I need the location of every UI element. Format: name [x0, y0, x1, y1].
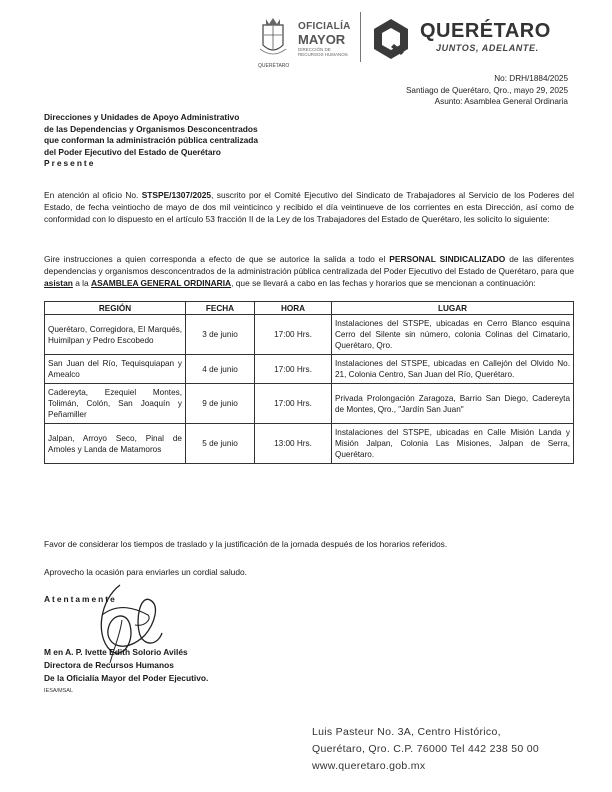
footer-address: [312, 724, 539, 775]
table-row: [45, 424, 574, 464]
body-paragraph-2: [44, 253, 574, 289]
cell-hora: 13:00 Hrs.: [255, 424, 332, 464]
p2-text: de las diferentes dependencias y organismos desconcentrados de la administración pública centralizada del Poder Ejecutivo del Estado de Querétaro, para que: [44, 254, 574, 276]
recipient-line: del Poder Ejecutivo del Estado de Querétaro: [44, 146, 221, 157]
cell-lugar: Instalaciones del STSPE, ubicadas en Calle Misión Landa y Misión Jalpan, Colonia Las Misiones, Jalpan de Serra, Querétaro.: [332, 424, 574, 464]
p2-text: Gire instrucciones a quien corresponda a efecto de que se autorice la salida a todo el: [44, 254, 390, 264]
crest-caption: QUERÉTARO: [258, 63, 290, 69]
direccion-label: DIRECCIÓN DE RECURSOS HUMANOS: [298, 47, 348, 57]
atentamente-label: Atentamente: [44, 594, 117, 604]
cell-lugar: Instalaciones del STSPE, ubicadas en Callejón del Olvido No. 21, Colonia Centro, San Juan del Río, Querétaro.: [332, 355, 574, 384]
cell-lugar: Privada Prolongación Zaragoza, Barrio San Diego, Cadereyta de Montes, Qro., "Jardín San Juan": [332, 384, 574, 424]
oficialia-mayor-logo: [258, 15, 358, 69]
cell-fecha: 4 de junio: [186, 355, 255, 384]
signatory-block: [44, 646, 208, 685]
recipient-line: que conforman la administración pública centralizada: [44, 135, 259, 145]
schedule-table: [44, 301, 574, 464]
closing-note: Favor de considerar los tiempos de traslado y la justificación de la jornada después de los horarios referidos.: [44, 539, 448, 549]
cell-hora: 17:00 Hrs.: [255, 384, 332, 424]
header-hora: HORA: [255, 302, 332, 315]
personal-sindicalizado: PERSONAL SINDICALIZADO: [389, 254, 506, 264]
asistan-label: asistan: [44, 278, 73, 288]
cell-lugar: Instalaciones del STSPE, ubicadas en Cerro Blanco esquina Cerro del Silente sin número, colonia Colinas del Cimatario, Querétaro, Qro.: [332, 315, 574, 355]
recipient-block: [44, 112, 258, 170]
presente-label: Presente: [44, 158, 96, 168]
footer-line: Luis Pasteur No. 3A, Centro Histórico,: [312, 726, 501, 738]
p1-text: , suscrito por el Comité Ejecutivo del Sindicato de Trabajadores al Servicio de los Poderes del Estado, de fecha veintiocho de mayo de dos mil veinticinco y recibido el día veintinueve de los corrientes en esta Dirección, así como de conformidad con lo dispuesto en el artículo 53 fracción II de la Ley de los Trabajadores del Estado de Querétaro, les solicito lo siguiente:: [44, 190, 574, 224]
header-divider: [360, 12, 361, 62]
mayor-label: MAYOR: [298, 32, 346, 47]
reference-block: [406, 73, 568, 108]
header-region: REGIÓN: [45, 302, 186, 315]
p2-text: , que se llevará a cabo en las fechas y horarios que se mencionan a continuación:: [231, 278, 536, 288]
cell-fecha: 5 de junio: [186, 424, 255, 464]
asamblea-label: ASAMBLEA GENERAL ORDINARIA: [91, 278, 232, 288]
cell-hora: 17:00 Hrs.: [255, 315, 332, 355]
closing-greeting: Aprovecho la ocasión para enviarles un cordial saludo.: [44, 567, 247, 577]
cell-region: Jalpan, Arroyo Seco, Pinal de Amoles y Landa de Matamoros: [45, 424, 186, 464]
table-row: [45, 315, 574, 355]
brand-tagline: JUNTOS, ADELANTE.: [436, 43, 539, 53]
queretaro-q-logo-icon: [368, 16, 414, 62]
footer-line: Querétaro, Qro. C.P. 76000 Tel 442 238 50 00: [312, 743, 540, 755]
typist-initials: IESA/MSAL: [44, 688, 74, 694]
cell-region: Querétaro, Corregidora, El Marqués, Huimilpan y Pedro Escobedo: [45, 315, 186, 355]
cell-hora: 17:00 Hrs.: [255, 355, 332, 384]
signatory-name: M en A. P. Ivette Edith Solorio Avilés: [44, 647, 188, 657]
header-lugar: LUGAR: [332, 302, 574, 315]
body-paragraph-1: [44, 189, 574, 225]
subject: Asunto: Asamblea General Ordinaria: [434, 97, 568, 106]
document-number: No: DRH/1884/2025: [494, 74, 568, 83]
signatory-office: De la Oficialía Mayor del Poder Ejecutivo.: [44, 673, 209, 683]
cell-region: Cadereyta, Ezequiel Montes, Tolimán, Colón, San Joaquín y Peñamiller: [45, 384, 186, 424]
header-fecha: FECHA: [186, 302, 255, 315]
cell-region: San Juan del Río, Tequisquiapan y Amealco: [45, 355, 186, 384]
footer-website: www.queretaro.gob.mx: [312, 760, 426, 772]
place-date: Santiago de Querétaro, Qro., mayo 29, 2025: [405, 85, 568, 95]
recipient-line: de las Dependencias y Organismos Desconcentrados: [44, 123, 258, 134]
cell-fecha: 9 de junio: [186, 384, 255, 424]
state-crest-icon: [258, 15, 288, 61]
signatory-title: Directora de Recursos Humanos: [44, 660, 174, 670]
cell-fecha: 3 de junio: [186, 315, 255, 355]
recipient-line: Direcciones y Unidades de Apoyo Administrativo: [44, 112, 240, 122]
table-row: [45, 355, 574, 384]
oficialia-label: OFICIALÍA: [298, 21, 351, 32]
p2-text: a la: [72, 278, 92, 288]
table-row: [45, 384, 574, 424]
oficio-number: STSPE/1307/2025: [141, 190, 212, 200]
brand-name: QUERÉTARO: [420, 20, 551, 42]
p1-text: En atención al oficio No.: [44, 190, 142, 200]
table-header-row: [45, 302, 574, 315]
